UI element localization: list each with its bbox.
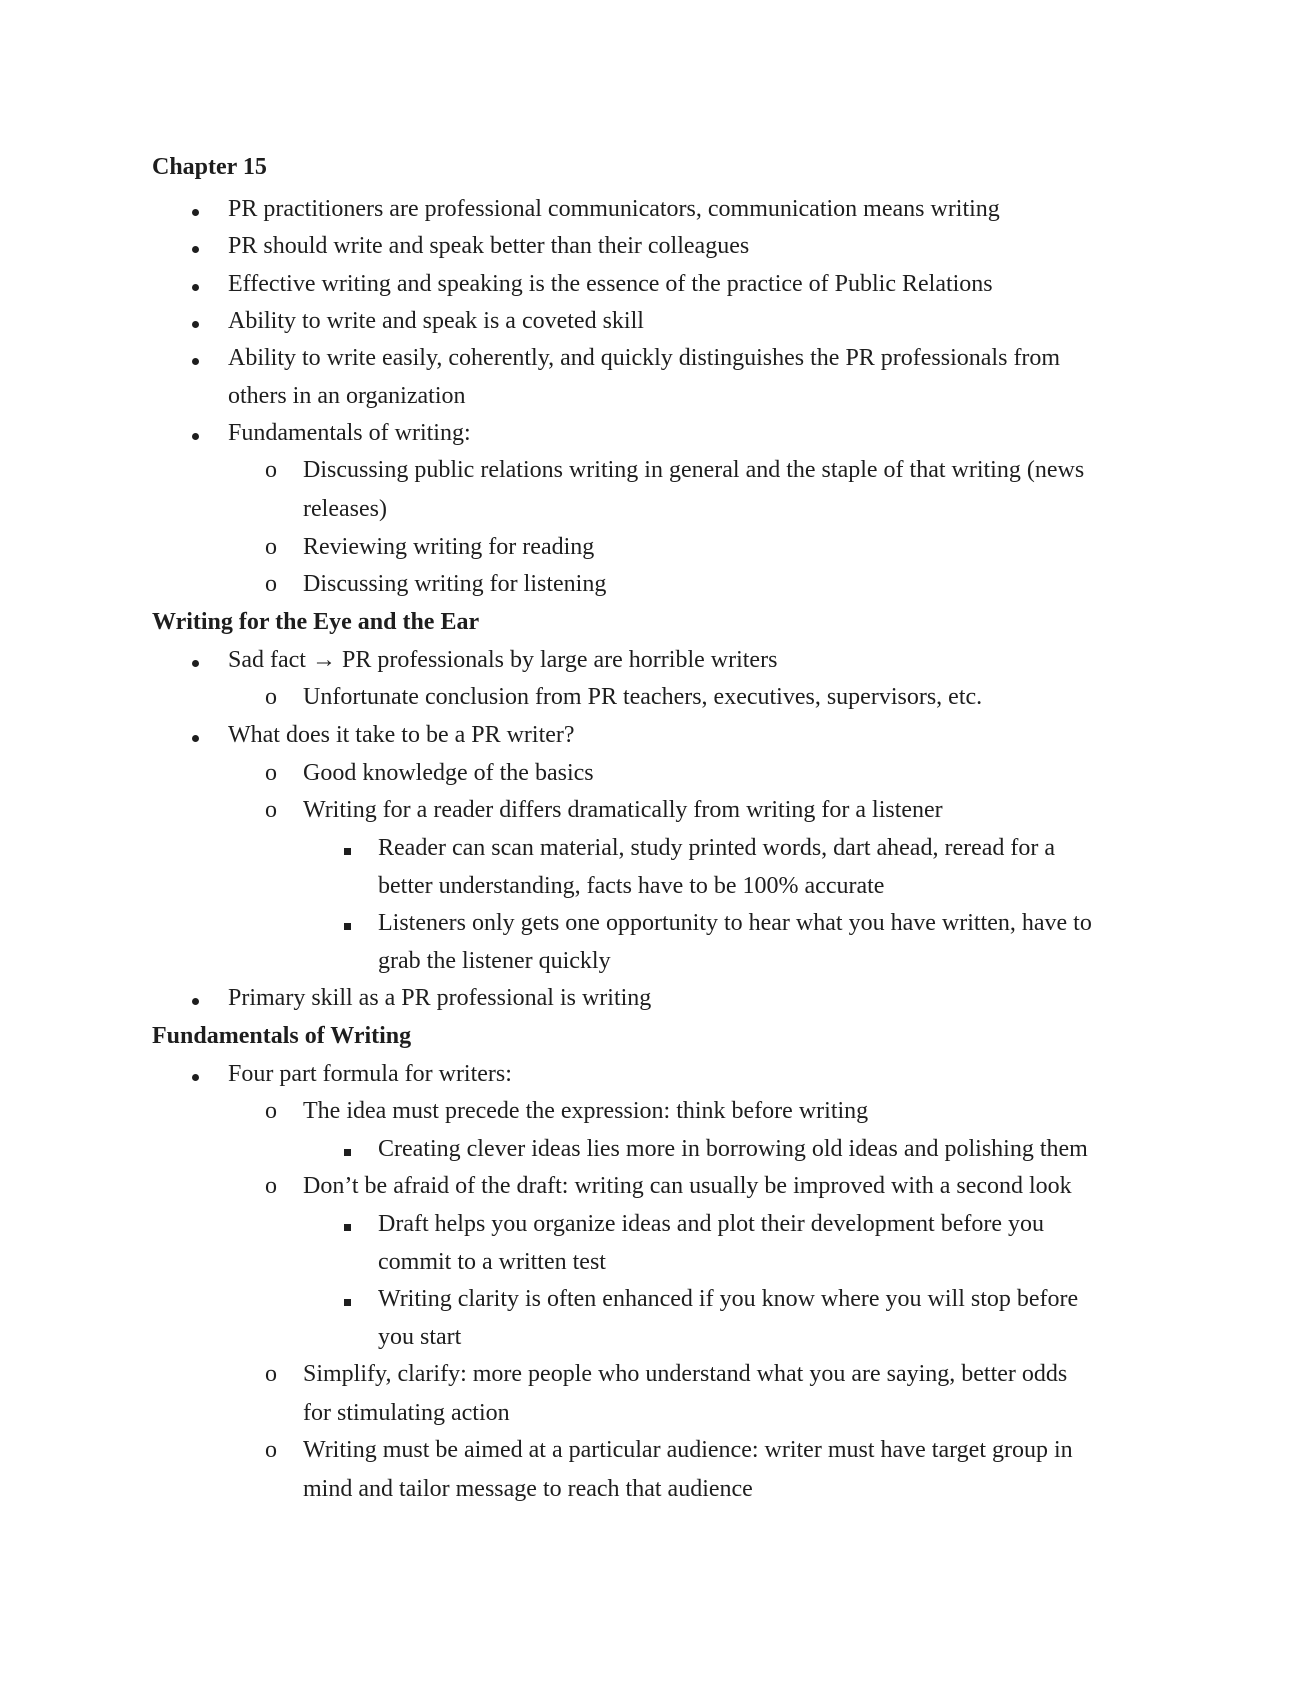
bullet-square bbox=[344, 1149, 351, 1156]
list-item: Reader can scan material, study printed words, dart ahead, reread for a bbox=[378, 835, 1056, 861]
bullet-square bbox=[344, 848, 351, 855]
list-item: Unfortunate conclusion from PR teachers, executives, supervisors, etc. bbox=[303, 684, 983, 710]
bullet-circle: o bbox=[265, 534, 277, 560]
section-heading-writing-for-eye-and-ear: Writing for the Eye and the Ear bbox=[152, 609, 480, 635]
section-heading-chapter-15: Chapter 15 bbox=[152, 154, 267, 180]
bullet-circle: o bbox=[265, 684, 277, 710]
list-item-continuation: mind and tailor message to reach that audience bbox=[303, 1476, 753, 1502]
list-item: Ability to write easily, coherently, and quickly distinguishes the PR professionals from bbox=[228, 345, 1061, 371]
list-item-continuation: better understanding, facts have to be 100% accurate bbox=[378, 873, 885, 899]
list-item: PR should write and speak better than their colleagues bbox=[228, 233, 750, 259]
bullet-disc bbox=[192, 433, 199, 440]
bullet-circle: o bbox=[265, 1098, 277, 1124]
list-item-continuation: you start bbox=[378, 1324, 462, 1350]
section-heading-fundamentals-of-writing: Fundamentals of Writing bbox=[152, 1023, 412, 1049]
list-item: Don’t be afraid of the draft: writing can usually be improved with a second look bbox=[303, 1173, 1072, 1199]
bullet-disc bbox=[192, 998, 199, 1005]
list-item: Simplify, clarify: more people who understand what you are saying, better odds bbox=[303, 1361, 1068, 1387]
bullet-square bbox=[344, 923, 351, 930]
bullet-circle: o bbox=[265, 1437, 277, 1463]
list-item: Good knowledge of the basics bbox=[303, 760, 594, 786]
list-item-continuation: for stimulating action bbox=[303, 1400, 510, 1426]
bullet-disc bbox=[192, 321, 199, 328]
list-item: Listeners only gets one opportunity to hear what you have written, have to bbox=[378, 910, 1092, 936]
list-item-continuation: grab the listener quickly bbox=[378, 948, 611, 974]
bullet-disc bbox=[192, 660, 199, 667]
list-item: What does it take to be a PR writer? bbox=[228, 722, 575, 748]
bullet-disc bbox=[192, 209, 199, 216]
bullet-square bbox=[344, 1299, 351, 1306]
list-item: Discussing writing for listening bbox=[303, 571, 607, 597]
bullet-disc bbox=[192, 735, 199, 742]
list-item-continuation: commit to a written test bbox=[378, 1249, 606, 1275]
list-item: Discussing public relations writing in general and the staple of that writing (news bbox=[303, 457, 1085, 483]
list-item: Four part formula for writers: bbox=[228, 1061, 512, 1087]
bullet-disc bbox=[192, 358, 199, 365]
list-item: Creating clever ideas lies more in borrowing old ideas and polishing them bbox=[378, 1136, 1088, 1162]
bullet-circle: o bbox=[265, 760, 277, 786]
bullet-circle: o bbox=[265, 457, 277, 483]
list-item: Ability to write and speak is a coveted skill bbox=[228, 308, 644, 334]
bullet-circle: o bbox=[265, 571, 277, 597]
list-item: Writing must be aimed at a particular audience: writer must have target group in bbox=[303, 1437, 1073, 1463]
list-item-continuation: releases) bbox=[303, 496, 387, 522]
bullet-disc bbox=[192, 246, 199, 253]
list-item: Fundamentals of writing: bbox=[228, 420, 471, 446]
list-item-continuation: others in an organization bbox=[228, 383, 466, 409]
bullet-circle: o bbox=[265, 1361, 277, 1387]
list-item: Effective writing and speaking is the essence of the practice of Public Relations bbox=[228, 271, 993, 297]
list-item: Sad fact → PR professionals by large are horrible writers bbox=[228, 647, 778, 673]
list-item: Writing clarity is often enhanced if you know where you will stop before bbox=[378, 1286, 1079, 1312]
list-item: Reviewing writing for reading bbox=[303, 534, 595, 560]
bullet-disc bbox=[192, 284, 199, 291]
list-item: Primary skill as a PR professional is writing bbox=[228, 985, 652, 1011]
bullet-circle: o bbox=[265, 797, 277, 823]
bullet-disc bbox=[192, 1074, 199, 1081]
list-item: The idea must precede the expression: think before writing bbox=[303, 1098, 869, 1124]
bullet-square bbox=[344, 1224, 351, 1231]
list-item: Draft helps you organize ideas and plot their development before you bbox=[378, 1211, 1045, 1237]
list-item: Writing for a reader differs dramatically from writing for a listener bbox=[303, 797, 943, 823]
bullet-circle: o bbox=[265, 1173, 277, 1199]
list-item: PR practitioners are professional communicators, communication means writing bbox=[228, 196, 1000, 222]
